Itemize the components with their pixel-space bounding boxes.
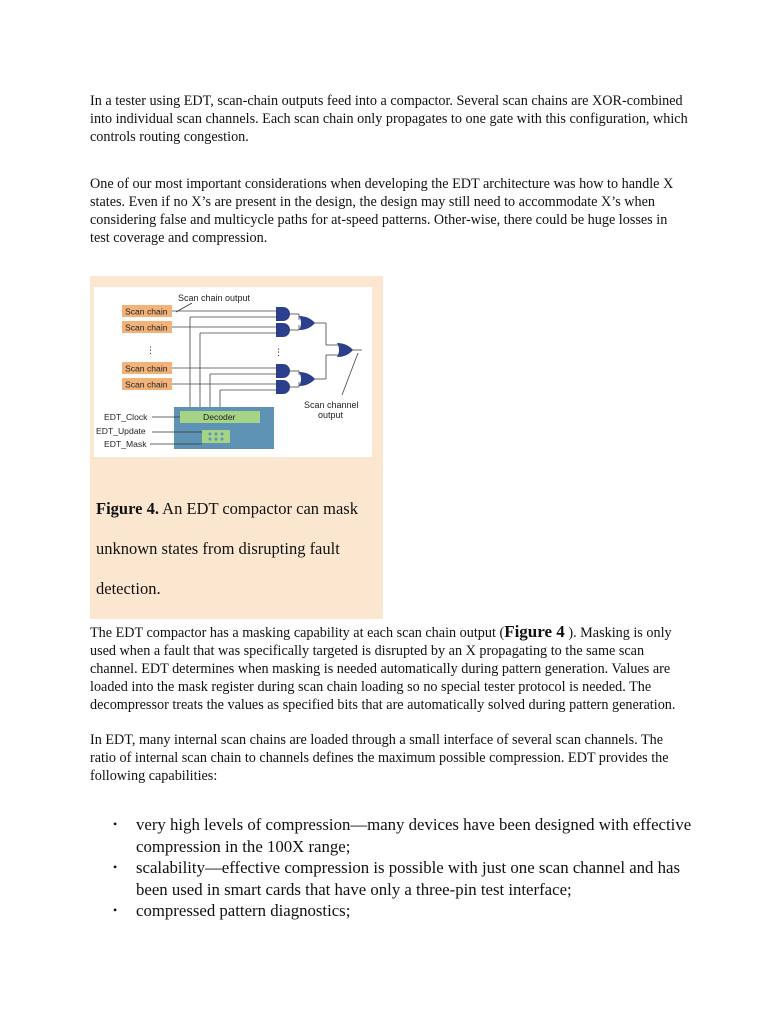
masking-paragraph-start: The EDT compactor has a masking capability at each scan chain output ( [90, 625, 505, 641]
and-gate [276, 323, 290, 337]
list-item [113, 857, 713, 900]
xor-gate [299, 316, 315, 330]
x-states-paragraph: One of our most important considerations when developing the EDT architecture was how to handle X states. Even if no X’s are present in the design, the design may still need to accommodate X’s when considering false and multicycle paths for at-speed patterns. Other-wise, there could be huge losses in test coverage and compression. [90, 176, 674, 246]
scan-channel-output-label-1: Scan channel [304, 400, 359, 410]
scan-chain-label: Scan chain [125, 363, 168, 374]
scan-chain-box [122, 321, 172, 333]
figure-4-reference: Figure 4 [504, 622, 565, 641]
figure-4 [90, 276, 383, 619]
bullet-icon: • [113, 860, 118, 874]
scan-chain-output-label: Scan chain output [178, 293, 251, 303]
edt-compactor-svg [94, 287, 372, 457]
edt-update-label: EDT_Update [96, 426, 146, 436]
scan-chain-label: Scan chain [125, 306, 168, 317]
edt-compactor-diagram [94, 287, 372, 457]
chain-wires [172, 311, 362, 409]
intro-paragraph: In a tester using EDT, scan-chain outputs feed into a compactor. Several scan chains are XOR-combined into individual scan channels. Each scan chain only propagates to one gate with this configuration, which controls routing congestion. [90, 93, 688, 145]
list-item-text: scalability—effective compression is possible with just one scan channel and has been used in smart cards that have only a three-pin test interface; [136, 858, 681, 899]
scan-chain-label: Scan chain [125, 322, 168, 333]
bullet-icon: • [113, 817, 118, 831]
and-gate [276, 364, 290, 378]
ellipsis-left: ⋮ [146, 345, 155, 355]
scan-channels-paragraph: In EDT, many internal scan chains are loaded through a small interface of several scan channels. The ratio of internal scan chain to channels defines the maximum possible compression. EDT provides the following capabilities: [90, 732, 669, 784]
xor-gate [299, 372, 315, 386]
list-item [113, 900, 713, 922]
masking-paragraph-rest: ). Masking is only used when a fault that was specifically targeted is disrupted by an X propagating to the same scan channel. EDT determines when masking is needed automatically during pattern generation. Values are loaded into the mask register during scan chain loading so no special tester protocol is needed. The decompressor treats the values as specified bits that are automatically solved during pattern generation. [90, 625, 676, 713]
edt-clock-label: EDT_Clock [104, 412, 148, 422]
mask-register [202, 430, 230, 443]
scan-chain-label: Scan chain [125, 379, 168, 390]
figure-caption-text: An EDT compactor can mask unknown states from disrupting fault detection. [96, 499, 358, 598]
scan-channel-output-label-2: output [318, 410, 344, 420]
list-item [113, 814, 713, 857]
ellipsis-gates: ⋮ [274, 347, 283, 357]
list-item-text: very high levels of compression—many devices have been designed with effective compression in the 100X range; [136, 815, 692, 856]
and-gate [276, 307, 290, 321]
scan-chain-box [122, 305, 172, 317]
scan-chain-box [122, 378, 172, 390]
and-gate [276, 380, 290, 394]
decoder-label: Decoder [203, 412, 236, 422]
masking-paragraph [90, 623, 690, 714]
figure-caption-label: Figure 4. [96, 499, 159, 518]
xor-gate-final [337, 343, 353, 357]
edt-mask-label: EDT_Mask [104, 439, 147, 449]
scan-chain-box [122, 362, 172, 374]
list-item-text: compressed pattern diagnostics; [136, 901, 351, 920]
bullet-icon: • [113, 903, 118, 917]
capabilities-list [113, 814, 713, 922]
figure-caption [96, 489, 378, 609]
